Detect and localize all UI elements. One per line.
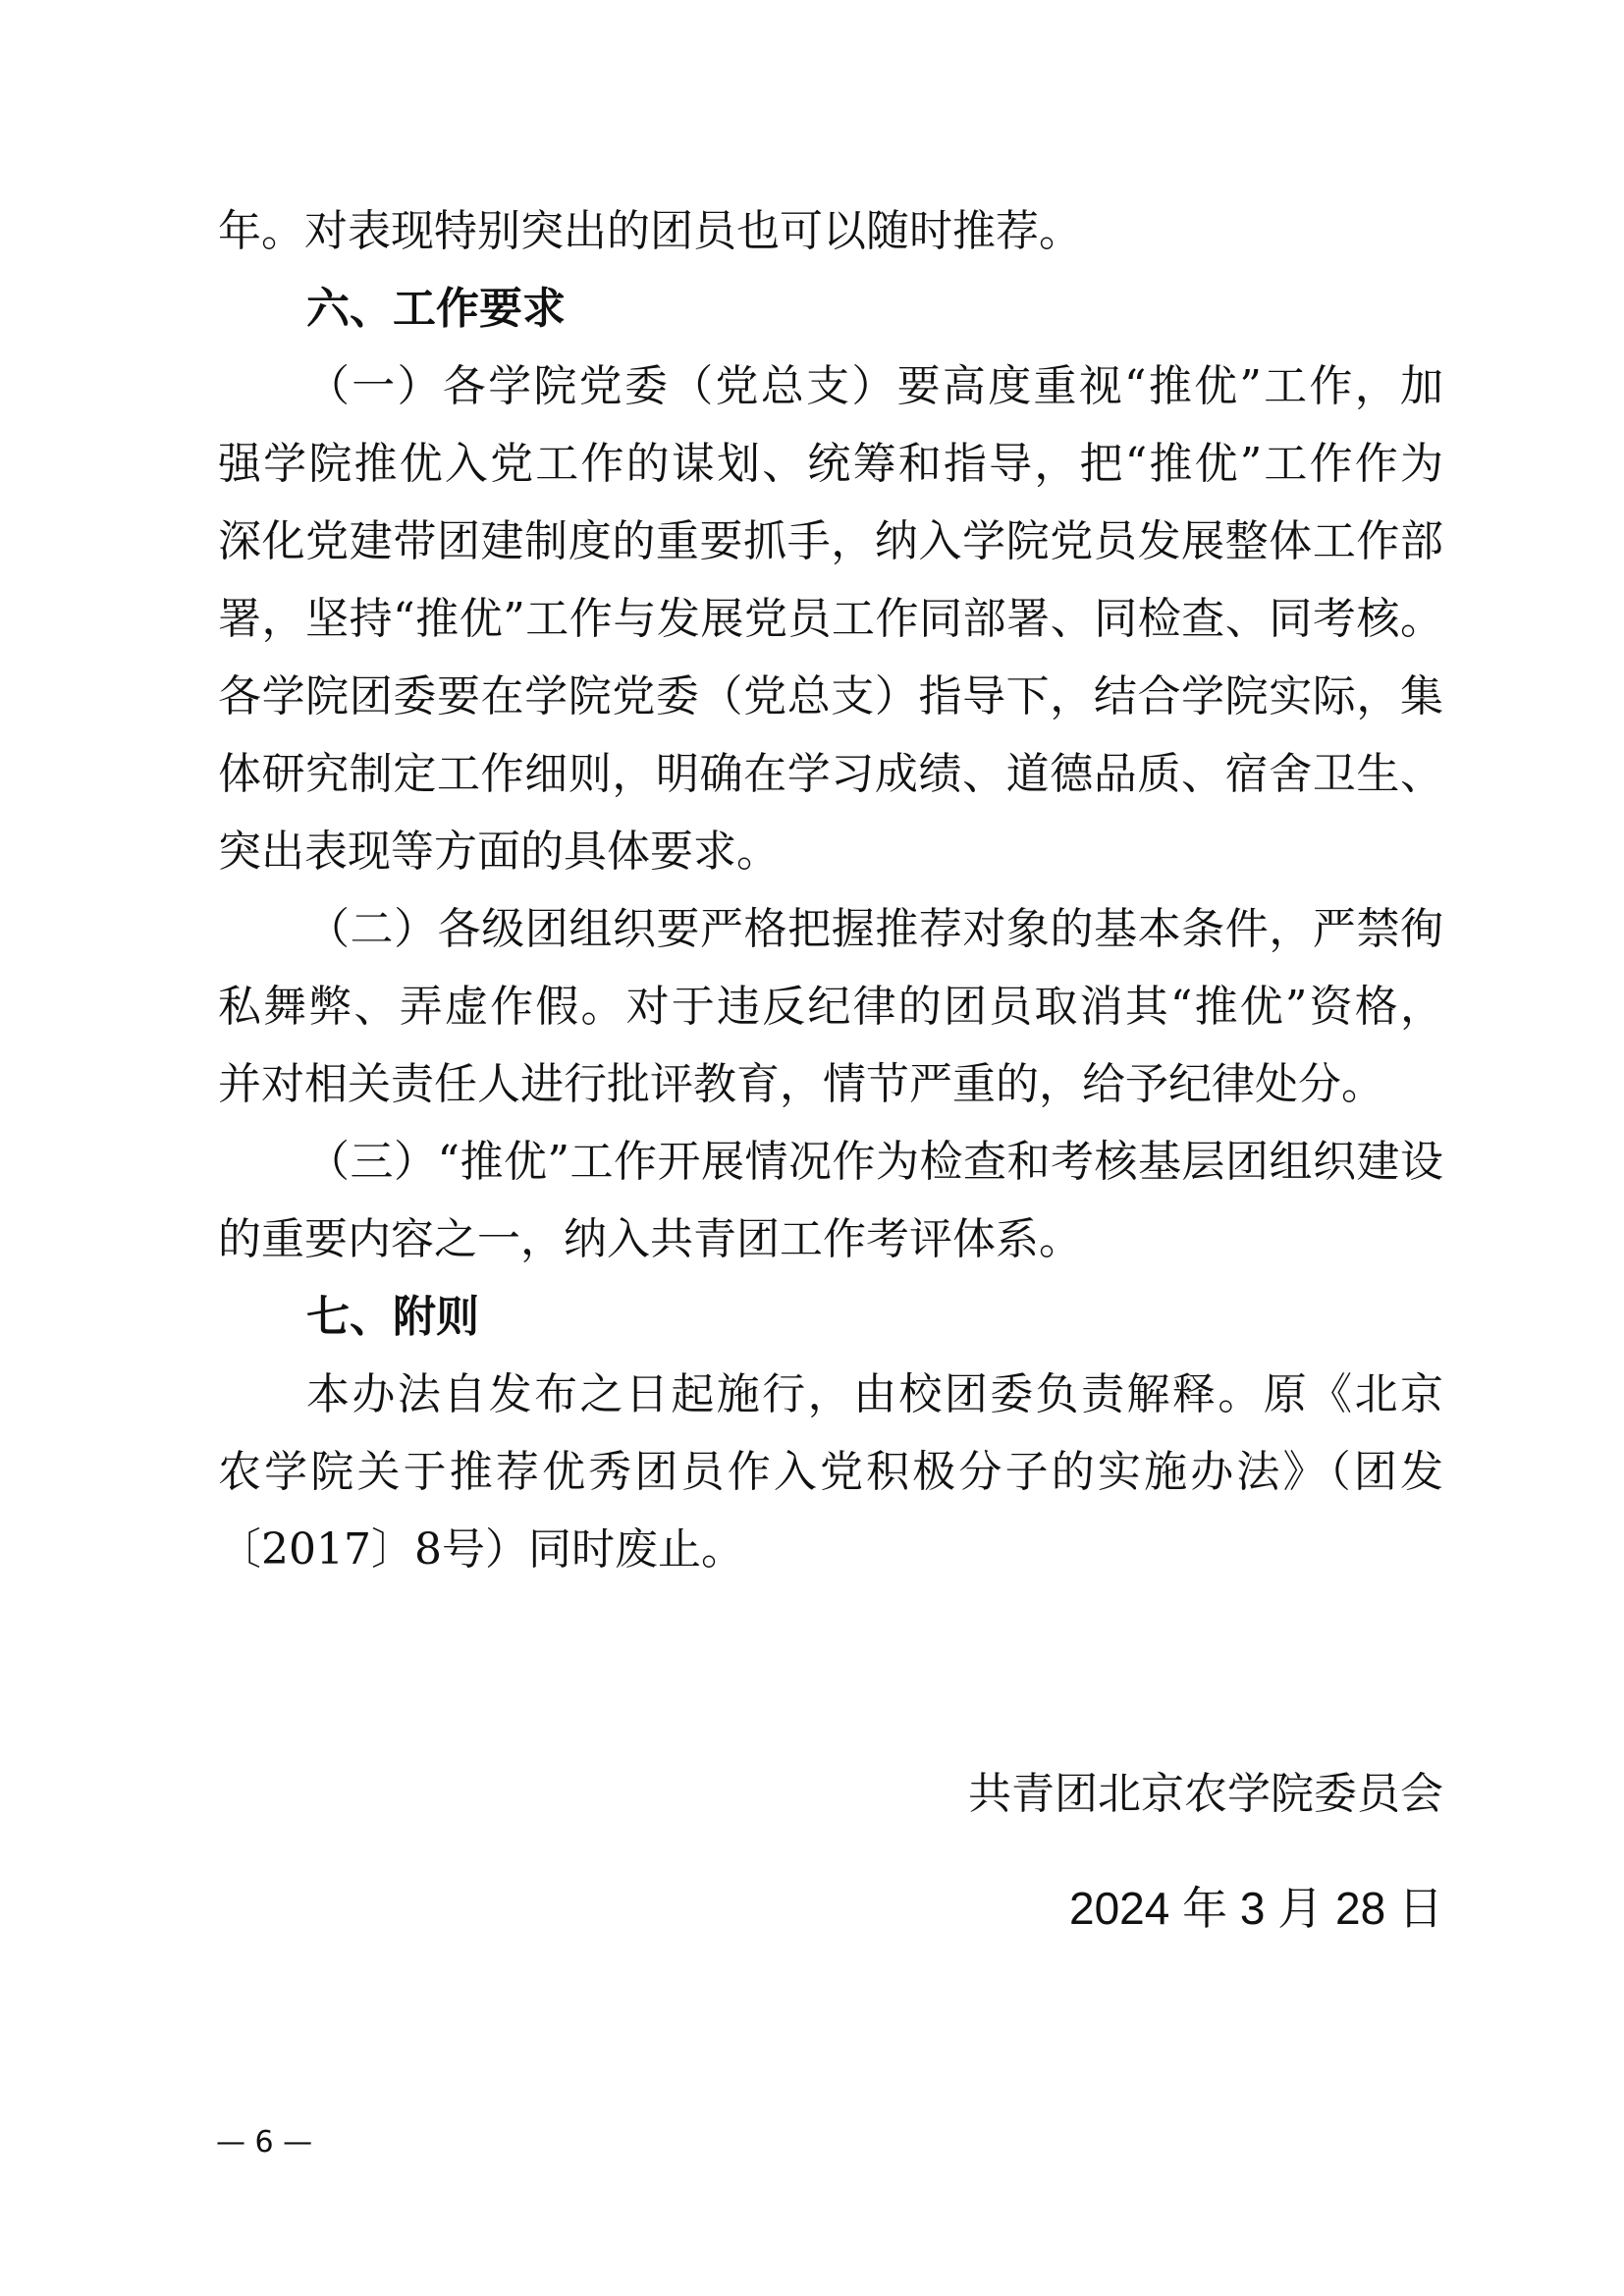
signature-date: 2024 年 3 月 28 日 <box>1069 1883 1443 1934</box>
paragraph-line: 深化党建带团建制度的重要抓手，纳入学院党员发展整体工作部 <box>218 516 1443 566</box>
paragraph-line: （二）各级团组织要严格把握推荐对象的基本条件，严禁徇 <box>306 904 1443 954</box>
paragraph-line: 并对相关责任人进行批评教育，情节严重的，给予纪律处分。 <box>218 1059 1384 1109</box>
paragraph-line: 各学院团委要在学院党委（党总支）指导下，结合学院实际，集 <box>218 671 1443 721</box>
paragraph-line: （一）各学院党委（党总支）要高度重视“推优”工作，加 <box>306 361 1443 411</box>
paragraph-line: 私舞弊、弄虚作假。对于违反纪律的团员取消其“推优”资格， <box>218 982 1443 1032</box>
paragraph-line: 本办法自发布之日起施行，由校团委负责解释。原《北京 <box>306 1369 1443 1419</box>
paragraph-line: 的重要内容之一，纳入共青团工作考评体系。 <box>218 1214 1082 1264</box>
section-heading-supplementary-provisions: 七、附则 <box>306 1292 479 1342</box>
document-body <box>218 206 1443 1602</box>
paragraph-line: 体研究制定工作细则，明确在学习成绩、道德品质、宿舍卫生、 <box>218 749 1443 799</box>
paragraph-line: 〔2017〕8号）同时废止。 <box>218 1524 744 1575</box>
intro-line: 年。对表现特别突出的团员也可以随时推荐。 <box>218 206 1082 256</box>
signature-organization: 共青团北京农学院委员会 <box>968 1769 1443 1819</box>
paragraph-line: 署，坚持“推优”工作与发展党员工作同部署、同检查、同考核。 <box>218 594 1443 644</box>
paragraph-requirement-1 <box>218 361 1443 904</box>
paragraph-requirement-2 <box>218 904 1443 1137</box>
page-number: — 6 — <box>216 2125 313 2160</box>
paragraph-line: 强学院推优入党工作的谋划、统筹和指导，把“推优”工作作为 <box>218 439 1443 489</box>
paragraph-requirement-3 <box>218 1137 1443 1292</box>
paragraph-supplementary <box>218 1369 1443 1602</box>
paragraph-line: 农学院关于推荐优秀团员作入党积极分子的实施办法》（团发 <box>218 1447 1443 1497</box>
paragraph-line: 突出表现等方面的具体要求。 <box>218 827 780 877</box>
section-heading-work-requirements: 六、工作要求 <box>306 284 566 334</box>
paragraph-line: （三）“推优”工作开展情况作为检查和考核基层团组织建设 <box>306 1137 1443 1187</box>
